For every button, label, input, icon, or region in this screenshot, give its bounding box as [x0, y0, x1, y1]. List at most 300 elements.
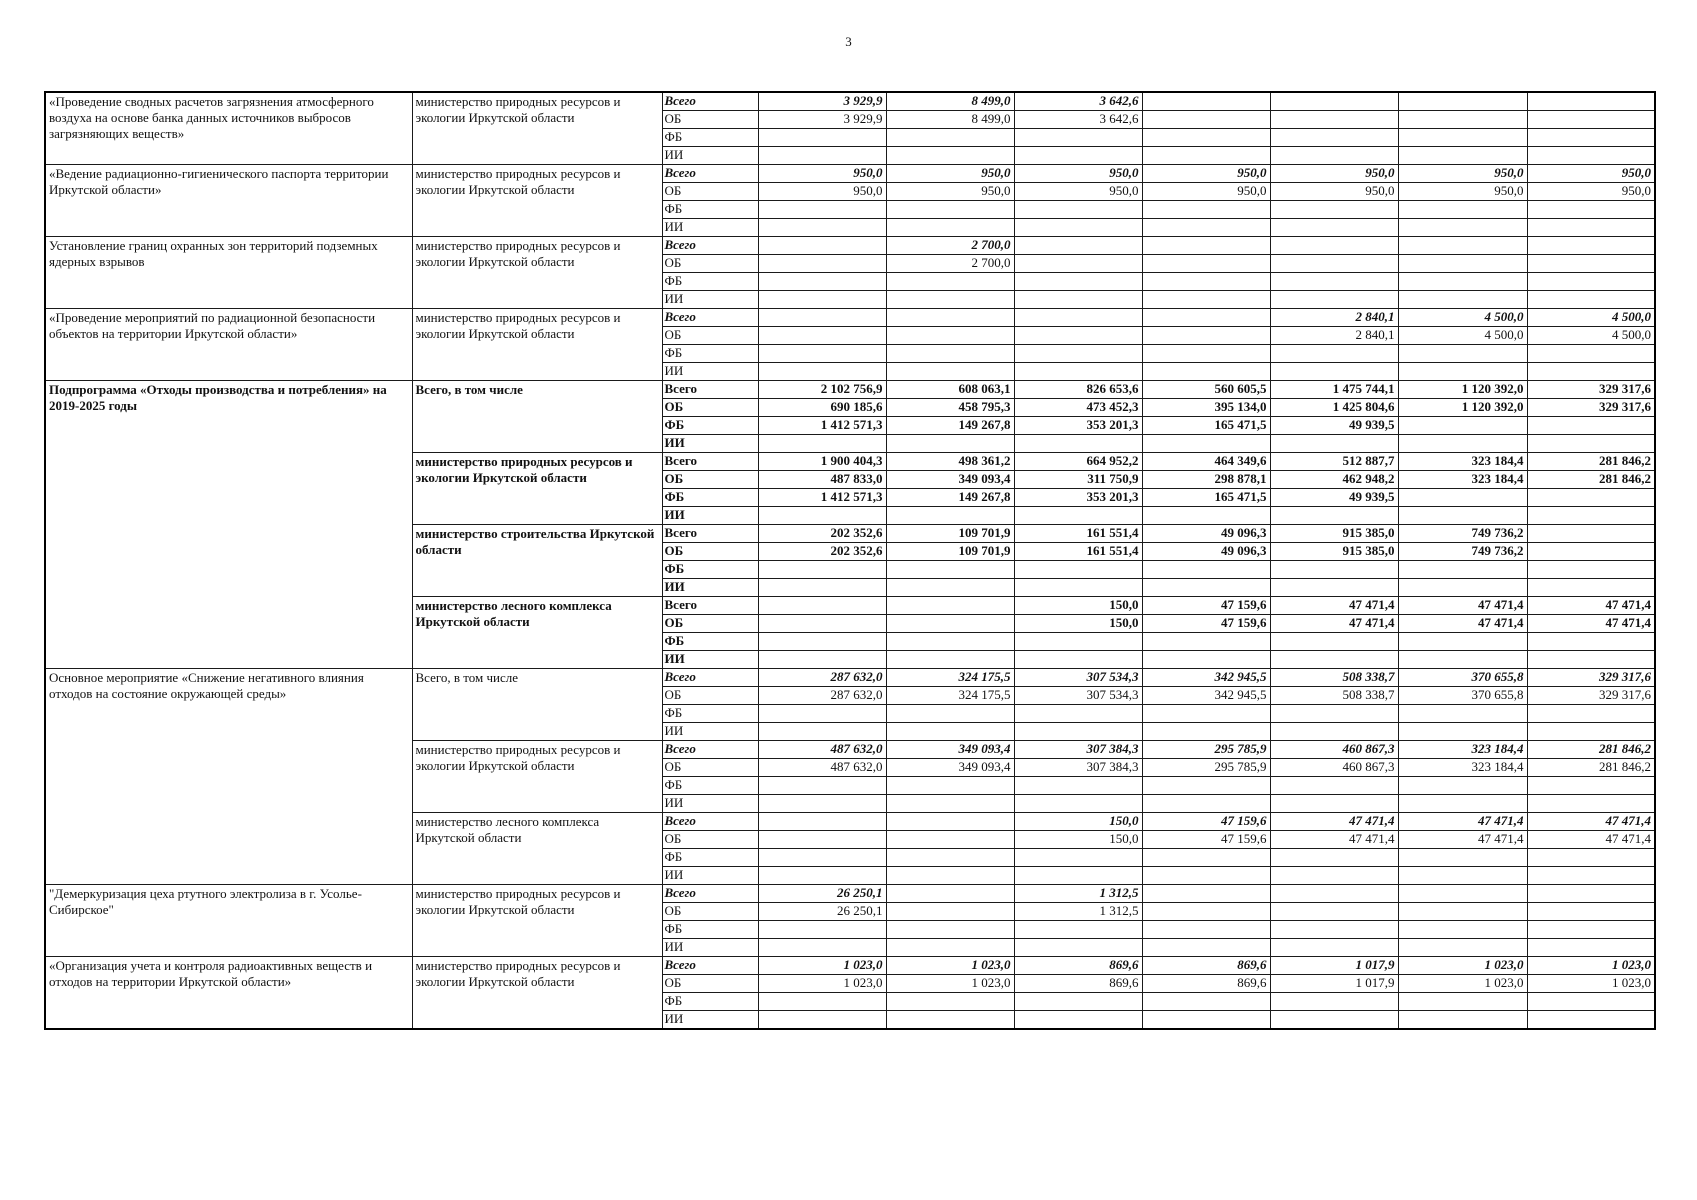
- amount-cell: 512 887,7: [1270, 453, 1398, 471]
- amount-cell: 1 412 571,3: [758, 489, 886, 507]
- amount-cell: [758, 291, 886, 309]
- amount-cell: [1527, 633, 1655, 651]
- amount-cell: [1398, 111, 1527, 129]
- amount-cell: 307 534,3: [1014, 669, 1142, 687]
- amount-cell: 749 736,2: [1398, 525, 1527, 543]
- amount-cell: 1 425 804,6: [1270, 399, 1398, 417]
- funding-source-cell: ФБ: [662, 345, 758, 363]
- executor-cell: министерство природных ресурсов и экологии Иркутской области: [412, 453, 662, 525]
- executor-cell: министерство строительства Иркутской области: [412, 525, 662, 597]
- amount-cell: 950,0: [1142, 165, 1270, 183]
- amount-cell: [1142, 111, 1270, 129]
- amount-cell: [1142, 921, 1270, 939]
- amount-cell: 487 833,0: [758, 471, 886, 489]
- amount-cell: [1527, 939, 1655, 957]
- amount-cell: [1014, 255, 1142, 273]
- funding-source-cell: ИИ: [662, 507, 758, 525]
- amount-cell: 2 700,0: [886, 255, 1014, 273]
- amount-cell: 4 500,0: [1398, 309, 1527, 327]
- amount-cell: 1 312,5: [1014, 903, 1142, 921]
- amount-cell: 47 471,4: [1270, 813, 1398, 831]
- amount-cell: [1142, 327, 1270, 345]
- executor-cell: министерство лесного комплекса Иркутской области: [412, 813, 662, 885]
- event-name-cell: "Демеркуризация цеха ртутного электролиза в г. Усолье-Сибирское": [45, 885, 412, 957]
- table-row: [45, 309, 1655, 327]
- funding-source-cell: ФБ: [662, 993, 758, 1011]
- amount-cell: [886, 921, 1014, 939]
- amount-cell: [1014, 201, 1142, 219]
- amount-cell: [1014, 291, 1142, 309]
- amount-cell: 324 175,5: [886, 669, 1014, 687]
- amount-cell: 47 471,4: [1270, 597, 1398, 615]
- amount-cell: [1398, 903, 1527, 921]
- executor-cell: министерство природных ресурсов и экологии Иркутской области: [412, 309, 662, 381]
- executor-cell: министерство природных ресурсов и экологии Иркутской области: [412, 957, 662, 1030]
- amount-cell: [1270, 777, 1398, 795]
- funding-source-cell: ИИ: [662, 219, 758, 237]
- amount-cell: [886, 813, 1014, 831]
- funding-source-cell: ОБ: [662, 687, 758, 705]
- amount-cell: 295 785,9: [1142, 741, 1270, 759]
- amount-cell: [1142, 435, 1270, 453]
- amount-cell: 47 159,6: [1142, 597, 1270, 615]
- amount-cell: [1527, 435, 1655, 453]
- amount-cell: [758, 795, 886, 813]
- amount-cell: 1 120 392,0: [1398, 399, 1527, 417]
- amount-cell: 349 093,4: [886, 471, 1014, 489]
- funding-source-cell: Всего: [662, 309, 758, 327]
- amount-cell: [1527, 237, 1655, 255]
- amount-cell: 950,0: [1527, 183, 1655, 201]
- amount-cell: [886, 561, 1014, 579]
- amount-cell: [1527, 903, 1655, 921]
- amount-cell: [1014, 363, 1142, 381]
- amount-cell: 869,6: [1142, 957, 1270, 975]
- amount-cell: [886, 993, 1014, 1011]
- amount-cell: [1142, 993, 1270, 1011]
- amount-cell: [1398, 219, 1527, 237]
- funding-source-cell: Всего: [662, 813, 758, 831]
- amount-cell: [1142, 507, 1270, 525]
- amount-cell: [1142, 651, 1270, 669]
- event-name-cell: Основное мероприятие «Снижение негативного влияния отходов на состояние окружающей среды»: [45, 669, 412, 885]
- amount-cell: [758, 579, 886, 597]
- amount-cell: 3 929,9: [758, 111, 886, 129]
- table-row: [45, 237, 1655, 255]
- amount-cell: [1527, 273, 1655, 291]
- amount-cell: [1014, 1011, 1142, 1030]
- amount-cell: 281 846,2: [1527, 471, 1655, 489]
- amount-cell: [1014, 723, 1142, 741]
- amount-cell: [1270, 273, 1398, 291]
- executor-cell: министерство природных ресурсов и экологии Иркутской области: [412, 92, 662, 165]
- amount-cell: [1398, 705, 1527, 723]
- funding-source-cell: Всего: [662, 453, 758, 471]
- amount-cell: 560 605,5: [1142, 381, 1270, 399]
- amount-cell: [1270, 705, 1398, 723]
- amount-cell: [1142, 579, 1270, 597]
- amount-cell: [758, 363, 886, 381]
- amount-cell: 3 929,9: [758, 92, 886, 111]
- amount-cell: [758, 597, 886, 615]
- amount-cell: 869,6: [1014, 975, 1142, 993]
- amount-cell: [886, 705, 1014, 723]
- amount-cell: 3 642,6: [1014, 111, 1142, 129]
- amount-cell: [1398, 849, 1527, 867]
- amount-cell: [1270, 1011, 1398, 1030]
- amount-cell: 2 700,0: [886, 237, 1014, 255]
- amount-cell: [758, 147, 886, 165]
- amount-cell: [1270, 651, 1398, 669]
- amount-cell: 161 551,4: [1014, 543, 1142, 561]
- amount-cell: [1270, 939, 1398, 957]
- amount-cell: 1 023,0: [1527, 957, 1655, 975]
- amount-cell: [1398, 777, 1527, 795]
- amount-cell: [886, 507, 1014, 525]
- funding-source-cell: Всего: [662, 669, 758, 687]
- amount-cell: [886, 345, 1014, 363]
- funding-source-cell: ОБ: [662, 471, 758, 489]
- amount-cell: 49 096,3: [1142, 543, 1270, 561]
- amount-cell: [886, 633, 1014, 651]
- amount-cell: 458 795,3: [886, 399, 1014, 417]
- funding-source-cell: ОБ: [662, 399, 758, 417]
- funding-source-cell: ОБ: [662, 327, 758, 345]
- table-body: [45, 92, 1655, 1029]
- executor-cell: министерство природных ресурсов и экологии Иркутской области: [412, 165, 662, 237]
- amount-cell: [1398, 147, 1527, 165]
- amount-cell: 950,0: [1014, 165, 1142, 183]
- amount-cell: [758, 273, 886, 291]
- amount-cell: 370 655,8: [1398, 687, 1527, 705]
- amount-cell: [1142, 867, 1270, 885]
- amount-cell: [1527, 129, 1655, 147]
- amount-cell: [1270, 111, 1398, 129]
- amount-cell: [1270, 849, 1398, 867]
- amount-cell: [1142, 1011, 1270, 1030]
- amount-cell: 149 267,8: [886, 489, 1014, 507]
- executor-cell: министерство лесного комплекса Иркутской области: [412, 597, 662, 669]
- executor-cell: Всего, в том числе: [412, 381, 662, 453]
- amount-cell: [1014, 273, 1142, 291]
- funding-source-cell: ФБ: [662, 849, 758, 867]
- amount-cell: [1398, 867, 1527, 885]
- table-row: [45, 381, 1655, 399]
- amount-cell: 47 471,4: [1398, 831, 1527, 849]
- amount-cell: [1398, 633, 1527, 651]
- amount-cell: [1527, 147, 1655, 165]
- amount-cell: [1270, 903, 1398, 921]
- funding-source-cell: ФБ: [662, 633, 758, 651]
- amount-cell: [1014, 345, 1142, 363]
- amount-cell: 460 867,3: [1270, 741, 1398, 759]
- amount-cell: [758, 723, 886, 741]
- table-row: [45, 165, 1655, 183]
- amount-cell: [1527, 417, 1655, 435]
- amount-cell: 47 471,4: [1527, 597, 1655, 615]
- amount-cell: [1270, 561, 1398, 579]
- executor-cell: Всего, в том числе: [412, 669, 662, 741]
- event-name-cell: «Проведение мероприятий по радиационной безопасности объектов на территории Иркутской области»: [45, 309, 412, 381]
- amount-cell: [1270, 795, 1398, 813]
- amount-cell: 462 948,2: [1270, 471, 1398, 489]
- amount-cell: [1527, 993, 1655, 1011]
- table-row: [45, 957, 1655, 975]
- amount-cell: [886, 723, 1014, 741]
- amount-cell: [1270, 92, 1398, 111]
- amount-cell: [1527, 201, 1655, 219]
- amount-cell: 1 023,0: [886, 975, 1014, 993]
- amount-cell: 508 338,7: [1270, 687, 1398, 705]
- amount-cell: [1142, 345, 1270, 363]
- amount-cell: [1142, 219, 1270, 237]
- amount-cell: [1142, 147, 1270, 165]
- amount-cell: 2 102 756,9: [758, 381, 886, 399]
- amount-cell: 370 655,8: [1398, 669, 1527, 687]
- amount-cell: 109 701,9: [886, 525, 1014, 543]
- amount-cell: [1014, 327, 1142, 345]
- amount-cell: 26 250,1: [758, 903, 886, 921]
- table-row: [45, 92, 1655, 111]
- amount-cell: 47 471,4: [1527, 831, 1655, 849]
- amount-cell: [1014, 777, 1142, 795]
- amount-cell: 298 878,1: [1142, 471, 1270, 489]
- amount-cell: 487 632,0: [758, 741, 886, 759]
- amount-cell: [886, 885, 1014, 903]
- funding-source-cell: Всего: [662, 237, 758, 255]
- executor-cell: министерство природных ресурсов и экологии Иркутской области: [412, 237, 662, 309]
- amount-cell: [1270, 363, 1398, 381]
- amount-cell: 950,0: [886, 183, 1014, 201]
- amount-cell: [886, 615, 1014, 633]
- amount-cell: [1142, 849, 1270, 867]
- amount-cell: 395 134,0: [1142, 399, 1270, 417]
- amount-cell: [1527, 489, 1655, 507]
- amount-cell: [1142, 705, 1270, 723]
- amount-cell: [886, 309, 1014, 327]
- amount-cell: 1 412 571,3: [758, 417, 886, 435]
- amount-cell: [758, 939, 886, 957]
- amount-cell: [1270, 723, 1398, 741]
- funding-source-cell: ИИ: [662, 795, 758, 813]
- amount-cell: 1 475 744,1: [1270, 381, 1398, 399]
- amount-cell: [1142, 903, 1270, 921]
- amount-cell: [1270, 579, 1398, 597]
- amount-cell: 353 201,3: [1014, 417, 1142, 435]
- funding-source-cell: Всего: [662, 525, 758, 543]
- amount-cell: [1527, 219, 1655, 237]
- amount-cell: 150,0: [1014, 813, 1142, 831]
- amount-cell: 47 471,4: [1270, 831, 1398, 849]
- amount-cell: [1014, 633, 1142, 651]
- amount-cell: 608 063,1: [886, 381, 1014, 399]
- funding-source-cell: ФБ: [662, 489, 758, 507]
- amount-cell: [1527, 867, 1655, 885]
- amount-cell: [886, 291, 1014, 309]
- amount-cell: 329 317,6: [1527, 687, 1655, 705]
- amount-cell: 826 653,6: [1014, 381, 1142, 399]
- funding-source-cell: ИИ: [662, 1011, 758, 1030]
- amount-cell: [886, 777, 1014, 795]
- amount-cell: 1 017,9: [1270, 957, 1398, 975]
- funding-source-cell: Всего: [662, 957, 758, 975]
- amount-cell: 464 349,6: [1142, 453, 1270, 471]
- amount-cell: [1527, 111, 1655, 129]
- amount-cell: [758, 507, 886, 525]
- amount-cell: [1527, 507, 1655, 525]
- amount-cell: [1014, 921, 1142, 939]
- amount-cell: [1527, 723, 1655, 741]
- amount-cell: [886, 795, 1014, 813]
- amount-cell: [886, 651, 1014, 669]
- funding-source-cell: ИИ: [662, 651, 758, 669]
- amount-cell: [886, 129, 1014, 147]
- amount-cell: 1 023,0: [886, 957, 1014, 975]
- amount-cell: 349 093,4: [886, 741, 1014, 759]
- amount-cell: [1270, 633, 1398, 651]
- amount-cell: 1 120 392,0: [1398, 381, 1527, 399]
- amount-cell: [1398, 489, 1527, 507]
- amount-cell: [1398, 237, 1527, 255]
- amount-cell: [1527, 921, 1655, 939]
- amount-cell: [1398, 885, 1527, 903]
- funding-source-cell: ФБ: [662, 417, 758, 435]
- amount-cell: [1270, 129, 1398, 147]
- amount-cell: 323 184,4: [1398, 759, 1527, 777]
- funding-source-cell: Всего: [662, 885, 758, 903]
- amount-cell: [1527, 849, 1655, 867]
- amount-cell: [758, 309, 886, 327]
- amount-cell: [1398, 291, 1527, 309]
- amount-cell: [886, 147, 1014, 165]
- amount-cell: [1142, 273, 1270, 291]
- amount-cell: 165 471,5: [1142, 489, 1270, 507]
- amount-cell: [1270, 507, 1398, 525]
- amount-cell: 950,0: [1142, 183, 1270, 201]
- amount-cell: [1014, 129, 1142, 147]
- amount-cell: 281 846,2: [1527, 759, 1655, 777]
- amount-cell: 8 499,0: [886, 92, 1014, 111]
- amount-cell: 329 317,6: [1527, 399, 1655, 417]
- event-name-cell: Подпрограмма «Отходы производства и потребления» на 2019-2025 годы: [45, 381, 412, 669]
- amount-cell: [758, 345, 886, 363]
- amount-cell: [1398, 201, 1527, 219]
- amount-cell: [1270, 147, 1398, 165]
- executor-cell: министерство природных ресурсов и экологии Иркутской области: [412, 885, 662, 957]
- amount-cell: 1 017,9: [1270, 975, 1398, 993]
- amount-cell: [1014, 561, 1142, 579]
- amount-cell: [1142, 309, 1270, 327]
- amount-cell: [1142, 885, 1270, 903]
- amount-cell: [1014, 849, 1142, 867]
- amount-cell: 950,0: [758, 183, 886, 201]
- amount-cell: 1 023,0: [1398, 975, 1527, 993]
- amount-cell: 4 500,0: [1527, 309, 1655, 327]
- amount-cell: [1014, 147, 1142, 165]
- amount-cell: [886, 363, 1014, 381]
- amount-cell: 323 184,4: [1398, 453, 1527, 471]
- amount-cell: [1270, 435, 1398, 453]
- page-number: 3: [845, 34, 852, 49]
- amount-cell: 202 352,6: [758, 525, 886, 543]
- funding-source-cell: ИИ: [662, 363, 758, 381]
- amount-cell: [1014, 651, 1142, 669]
- amount-cell: [1398, 345, 1527, 363]
- amount-cell: [886, 273, 1014, 291]
- amount-cell: [1527, 777, 1655, 795]
- amount-cell: 1 900 404,3: [758, 453, 886, 471]
- amount-cell: 47 159,6: [1142, 831, 1270, 849]
- amount-cell: [1014, 435, 1142, 453]
- amount-cell: 47 471,4: [1398, 597, 1527, 615]
- amount-cell: [1398, 507, 1527, 525]
- amount-cell: [1398, 651, 1527, 669]
- amount-cell: 281 846,2: [1527, 453, 1655, 471]
- amount-cell: 307 534,3: [1014, 687, 1142, 705]
- amount-cell: [1270, 201, 1398, 219]
- amount-cell: 329 317,6: [1527, 669, 1655, 687]
- event-name-cell: «Ведение радиационно-гигиенического паспорта территории Иркутской области»: [45, 165, 412, 237]
- amount-cell: [758, 327, 886, 345]
- amount-cell: [1270, 993, 1398, 1011]
- amount-cell: [886, 597, 1014, 615]
- amount-cell: [1014, 795, 1142, 813]
- executor-cell: министерство природных ресурсов и экологии Иркутской области: [412, 741, 662, 813]
- amount-cell: 487 632,0: [758, 759, 886, 777]
- amount-cell: [1270, 291, 1398, 309]
- funding-source-cell: ОБ: [662, 543, 758, 561]
- amount-cell: 49 939,5: [1270, 417, 1398, 435]
- amount-cell: [758, 921, 886, 939]
- amount-cell: [1527, 345, 1655, 363]
- amount-cell: [1270, 885, 1398, 903]
- amount-cell: 281 846,2: [1527, 741, 1655, 759]
- funding-source-cell: ИИ: [662, 723, 758, 741]
- amount-cell: 508 338,7: [1270, 669, 1398, 687]
- funding-source-cell: ФБ: [662, 273, 758, 291]
- amount-cell: [1398, 255, 1527, 273]
- funding-source-cell: ОБ: [662, 831, 758, 849]
- amount-cell: 4 500,0: [1527, 327, 1655, 345]
- amount-cell: [758, 435, 886, 453]
- amount-cell: [1398, 993, 1527, 1011]
- amount-cell: 1 023,0: [758, 957, 886, 975]
- amount-cell: [1142, 777, 1270, 795]
- amount-cell: [1014, 309, 1142, 327]
- amount-cell: 311 750,9: [1014, 471, 1142, 489]
- table-row: [45, 669, 1655, 687]
- amount-cell: [1527, 543, 1655, 561]
- funding-source-cell: ОБ: [662, 183, 758, 201]
- amount-cell: 287 632,0: [758, 687, 886, 705]
- amount-cell: [1014, 867, 1142, 885]
- amount-cell: [1270, 255, 1398, 273]
- amount-cell: [758, 633, 886, 651]
- amount-cell: [758, 705, 886, 723]
- amount-cell: [1527, 579, 1655, 597]
- amount-cell: [758, 129, 886, 147]
- amount-cell: 47 159,6: [1142, 615, 1270, 633]
- amount-cell: 49 939,5: [1270, 489, 1398, 507]
- amount-cell: [1142, 723, 1270, 741]
- funding-source-cell: ОБ: [662, 975, 758, 993]
- amount-cell: [1270, 237, 1398, 255]
- amount-cell: 1 023,0: [1527, 975, 1655, 993]
- amount-cell: [758, 651, 886, 669]
- amount-cell: [1270, 219, 1398, 237]
- amount-cell: [1398, 435, 1527, 453]
- amount-cell: [1398, 561, 1527, 579]
